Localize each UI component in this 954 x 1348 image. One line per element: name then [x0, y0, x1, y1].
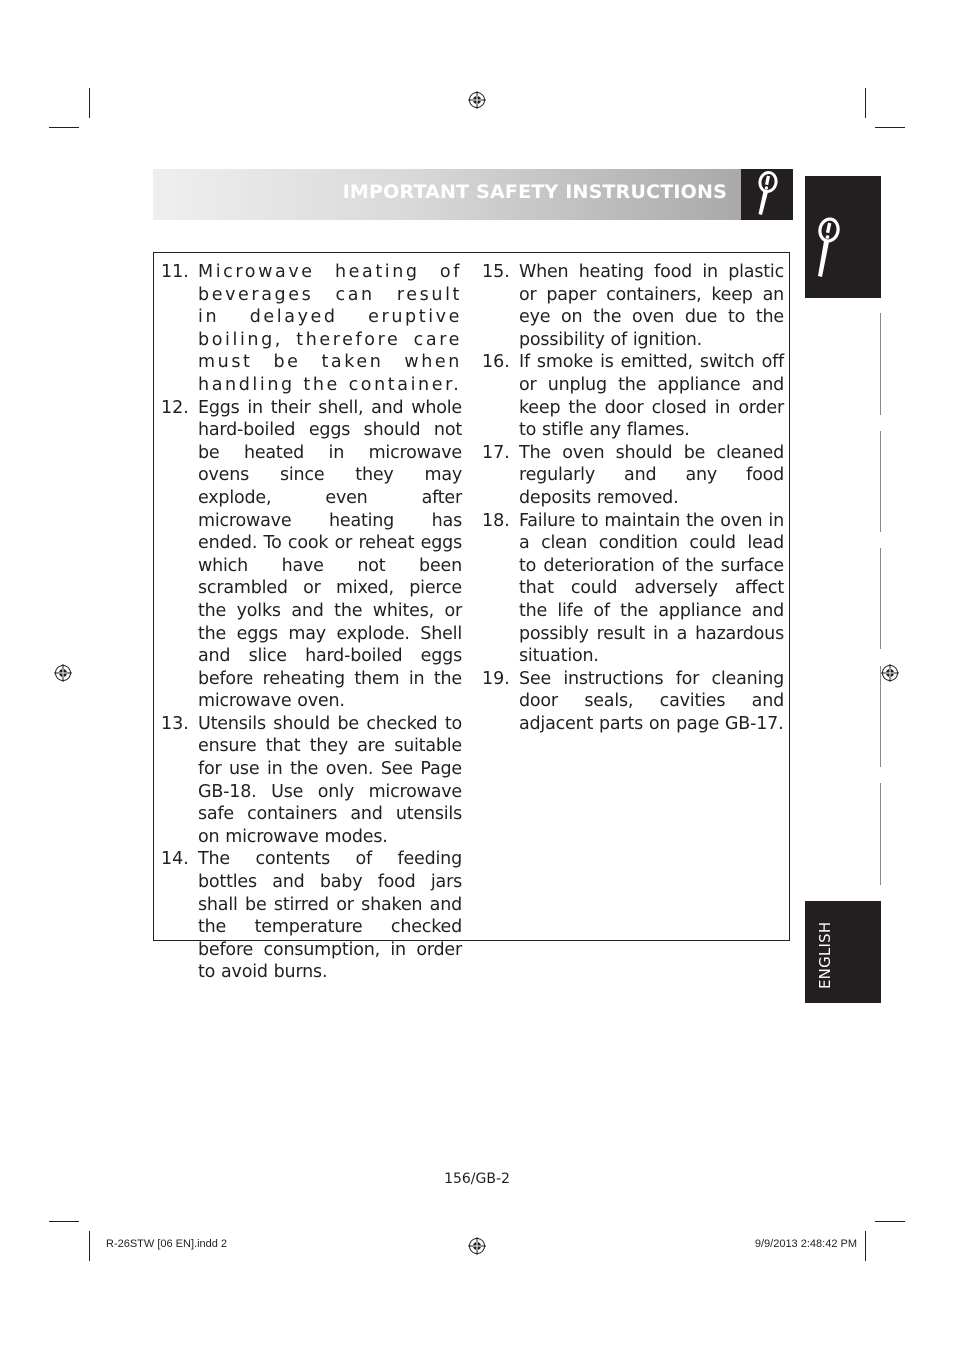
item-text: If smoke is emitted, switch off or unplug the appliance and keep the door closed in order to stifle any flames.: [519, 352, 784, 441]
crop-mark: [89, 1231, 90, 1261]
page-title: IMPORTANT SAFETY INSTRUCTIONS: [342, 181, 727, 203]
instructions-box: [153, 252, 790, 983]
instructions-column-left: [161, 261, 462, 984]
side-divider: [880, 783, 881, 885]
crop-mark: [865, 88, 866, 118]
crop-mark: [89, 88, 90, 118]
list-item: [482, 261, 784, 351]
side-divider: [880, 431, 881, 532]
crop-mark: [49, 127, 79, 128]
side-icon-tab: [805, 176, 881, 298]
side-divider: [880, 548, 881, 649]
list-item: [482, 442, 784, 510]
item-number: 14.: [161, 849, 189, 870]
crop-mark: [865, 1231, 866, 1261]
instructions-column-right: [482, 261, 784, 735]
item-text: When heating food in plastic or paper containers, keep an eye on the oven due to the possibility of ignition.: [519, 262, 784, 350]
crop-mark: [875, 127, 905, 128]
item-number: 13.: [161, 713, 189, 734]
list-item: [161, 261, 462, 397]
list-item: [161, 397, 462, 713]
registration-mark-icon: [881, 664, 899, 682]
item-text: Eggs in their shell, and whole hard-boiled eggs should not be heated in microwave ovens since they may explode, even after microwave heating has ended. To cook or reheat eggs which have not been scrambled or mixed, pierce the yolks and the whites, or the eggs may explode. Shell and slice hard-boiled eggs before reheating them in the microwave oven.: [198, 397, 462, 712]
header-icon-box: [741, 169, 793, 220]
registration-mark-icon: [54, 664, 72, 682]
print-slug-file: R-26STW [06 EN].indd 2: [106, 1238, 228, 1250]
crop-mark: [49, 1221, 79, 1222]
exclamation-key-icon: [741, 169, 793, 220]
item-number: 16.: [482, 352, 510, 373]
registration-mark-icon: [468, 1237, 486, 1255]
side-divider: [880, 313, 881, 415]
print-slug-date: 9/9/2013 2:48:42 PM: [754, 1238, 857, 1250]
item-text: The contents of feeding bottles and baby food jars shall be stirred or shaken and the temperature checked before consumption, in order to avoid burns.: [198, 849, 462, 983]
header-band: [153, 169, 741, 220]
item-number: 19.: [482, 668, 510, 689]
language-label: ENGLISH: [816, 921, 834, 989]
item-text: Failure to maintain the oven in a clean condition could lead to deterioration of the surface that could adversely affect the life of the appliance and possibly result in a hazardous situation.: [519, 510, 784, 667]
item-number: 15.: [482, 262, 510, 282]
item-number: 18.: [482, 510, 510, 531]
item-text: See instructions for cleaning door seals, cavities and adjacent parts on page GB-17.: [519, 668, 784, 734]
list-item: [482, 668, 784, 736]
item-number: 12.: [161, 397, 189, 418]
item-number: 11.: [161, 262, 189, 282]
item-text: The oven should be cleaned regularly and any food deposits removed.: [519, 442, 784, 508]
list-item: [161, 713, 462, 849]
list-item: [482, 510, 784, 668]
list-item: [161, 848, 462, 984]
list-item: [482, 351, 784, 441]
item-number: 17.: [482, 442, 510, 463]
side-divider: [880, 666, 881, 767]
registration-mark-icon: [468, 91, 486, 109]
crop-mark: [875, 1221, 905, 1222]
page-number: 156/GB-2: [444, 1171, 510, 1187]
language-tab: [805, 901, 881, 1003]
item-text: Microwave heating of beverages can result in delayed eruptive boiling, therefore care must be taken when handling the container.: [198, 262, 462, 395]
item-text: Utensils should be checked to ensure that they are suitable for use in the oven. See Page GB-18. Use only microwave safe containers and utensils on microwave modes.: [198, 713, 462, 847]
exclamation-key-icon: [805, 176, 881, 298]
